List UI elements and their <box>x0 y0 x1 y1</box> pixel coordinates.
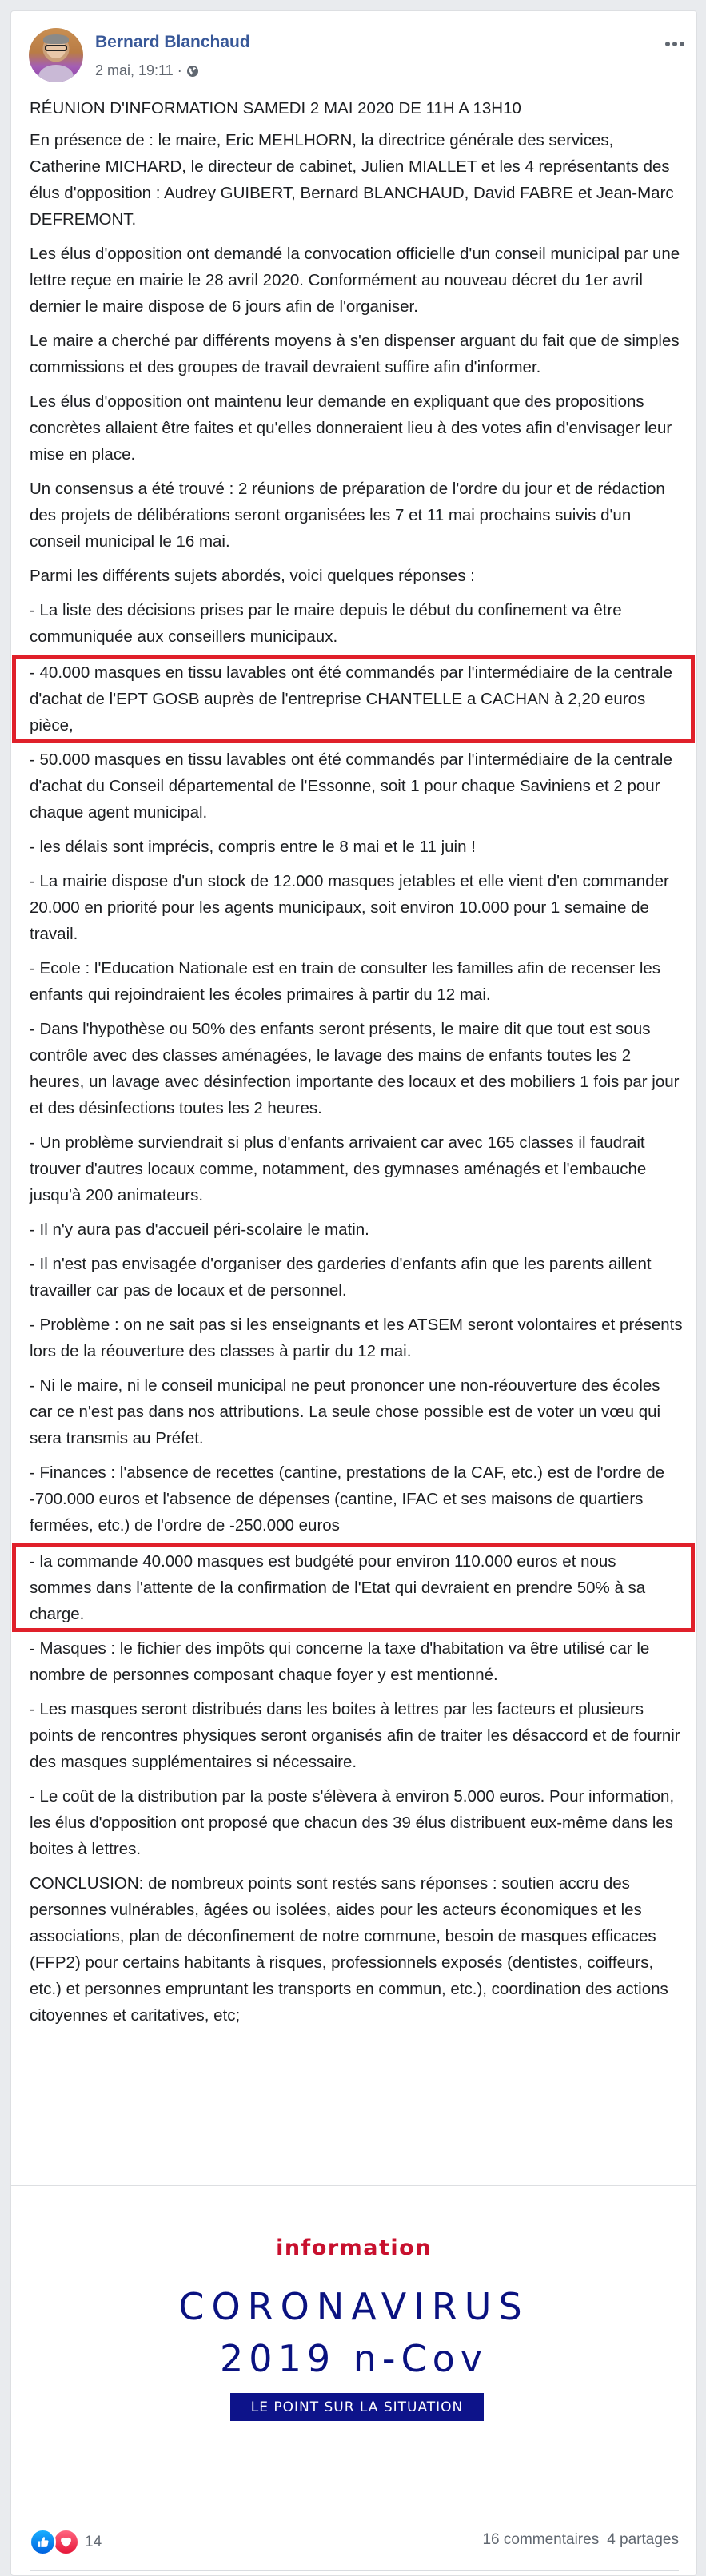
avatar-glasses <box>45 45 67 51</box>
post-paragraph: - Problème : on ne sait pas si les enseignants et les ATSEM seront volontaires et présents lors de la réouverture des classes à partir du 12 mai. <box>30 1316 683 1360</box>
post-paragraph: CONCLUSION: de nombreux points sont restés sans réponses : soutien accru des personnes vulnérables, âgées ou isolées, aides pour les acteurs économiques et les associations, plan de déconfinement de notre commune, besoin de masques efficaces (FFP2) pour certains habitants à risques, professionnels exposés (dentistes, coiffeurs, etc.) et personnes empruntant les transports en commun, etc.), coordination des actions citoyennes et caritatives, etc; <box>30 1874 668 2025</box>
highlighted-paragraph-masks-order: - 40.000 masques en tissu lavables ont été commandés par l'intermédiaire de la centrale d'achat de l'EPT GOSB auprès de l'entreprise CHANTELLE a CACHAN à 2,20 euros pièce, <box>12 655 695 743</box>
reactions-summary[interactable] <box>30 2529 102 2555</box>
post-paragraph: - Les masques seront distribués dans les boites à lettres par les facteurs et plusieurs points de rencontres physiques seront organisés afin de traiter les désaccord et de fournir des masques supplémentaires si nécessaire. <box>30 1700 680 1771</box>
post-paragraph: Un consensus a été trouvé : 2 réunions de préparation de l'ordre du jour et de rédaction des projets de délibérations seront organisées les 7 et 11 mai prochains suivis d'un conseil municipal le 16 mai. <box>30 480 665 551</box>
post-paragraph: - les délais sont imprécis, compris entre le 8 mai et le 11 juin ! <box>30 838 476 856</box>
post-body <box>30 95 684 2037</box>
post-paragraph: - Il n'est pas envisagée d'organiser des garderies d'enfants afin que les parents aillent travailler car pas de locaux et de personnel. <box>30 1255 652 1300</box>
like-icon <box>30 2529 56 2555</box>
shares-count-link[interactable]: 4 partages <box>607 2531 679 2548</box>
post-paragraph: - Masques : le fichier des impôts qui concerne la taxe d'habitation va être utilisé car le nombre de personnes composant chaque foyer y est mentionné. <box>30 1639 650 1684</box>
reaction-count: 14 <box>85 2533 102 2550</box>
post-paragraph: - Ecole : l'Education Nationale est en train de consulter les familles afin de recenser les enfants qui rejoindraient les écoles primaires à partir du 12 mai. <box>30 959 661 1004</box>
image-kicker: information <box>276 2236 432 2260</box>
post-paragraph: - La mairie dispose d'un stock de 12.000 masques jetables et elle vient d'en commander 20.000 en priorité pour les agents municipaux, soit environ 10.000 pour 1 semaine de travail. <box>30 872 669 943</box>
more-dot <box>680 42 684 46</box>
post-paragraph: - La liste des décisions prises par le maire depuis le début du confinement va être communiquée aux conseillers municipaux. <box>30 601 622 646</box>
footer-divider <box>30 2570 679 2571</box>
post-paragraph: Parmi les différents sujets abordés, voici quelques réponses : <box>30 567 475 585</box>
post-paragraph: - Ni le maire, ni le conseil municipal ne peut prononcer une non-réouverture des écoles car ce n'est pas dans nos attributions. La seule chose possible est de voter un vœu qui sera transmis au Préfet. <box>30 1376 661 1447</box>
post-paragraph: - Dans l'hypothèse ou 50% des enfants seront présents, le maire dit que tout est sous contrôle avec des classes aménagées, le lavage des mains de enfants toutes les 2 heures, un lavage avec désinfection importante des locaux et des mobiliers 1 fois par jour et des désinfections toutes les 2 heures. <box>30 1020 680 1117</box>
post-image-coronavirus[interactable] <box>11 2185 696 2506</box>
post-card <box>10 10 697 2576</box>
post-paragraph: - Un problème surviendrait si plus d'enfants arrivaient car avec 165 classes il faudrait trouver d'autres locaux comme, notamment, des gymnases aménagés et l'embauche jusqu'à 200 animateurs. <box>30 1133 647 1204</box>
image-badge: LE POINT SUR LA SITUATION <box>230 2393 484 2421</box>
love-icon <box>53 2529 79 2555</box>
author-name-link[interactable]: Bernard Blanchaud <box>95 33 250 51</box>
post-paragraph: Les élus d'opposition ont maintenu leur demande en expliquant que des propositions concrètes allaient être faites et qu'elles donneraient lieu à des votes afin d'envisager leur mise en place. <box>30 392 672 464</box>
more-dot <box>672 42 677 46</box>
avatar-shirt <box>38 65 74 82</box>
post-meta <box>95 62 199 79</box>
image-headline-line2: 2019 n-Cov <box>220 2337 488 2380</box>
globe-icon[interactable] <box>186 65 199 78</box>
post-paragraph: - Il n'y aura pas d'accueil péri-scolaire le matin. <box>30 1220 369 1239</box>
post-header <box>29 28 684 84</box>
author-avatar[interactable] <box>29 28 83 82</box>
post-stats <box>482 2531 679 2549</box>
post-paragraph: - 50.000 masques en tissu lavables ont été commandés par l'intermédiaire de la centrale d'achat du Conseil départemental de l'Essonne, soit 1 pour chaque Saviniens et 2 pour chaque agent municipal. <box>30 751 672 822</box>
post-paragraph: En présence de : le maire, Eric MEHLHORN, la directrice générale des services, Catherine MICHARD, le directeur de cabinet, Julien MIALLET et les 4 représentants des élus d'opposition : Audrey GUIBERT, Bernard BLANCHAUD, David FABRE et Jean-Marc DEFREMONT. <box>30 131 674 229</box>
comments-count-link[interactable]: 16 commentaires <box>482 2531 600 2548</box>
post-paragraph: Le maire a cherché par différents moyens à s'en dispenser arguant du fait que de simples commissions et des groupes de travail devraient suffire afin d'informer. <box>30 332 680 376</box>
post-timestamp[interactable]: 2 mai, 19:11 <box>95 62 174 78</box>
post-paragraph: - Le coût de la distribution par la poste s'élèvera à environ 5.000 euros. Pour information, les élus d'opposition ont proposé que chacun des 39 élus distribuent eux-même dans les boites à lettres. <box>30 1787 675 1858</box>
post-paragraph: Les élus d'opposition ont demandé la convocation officielle d'un conseil municipal par une lettre reçue en mairie le 28 avril 2020. Conformément au nouveau décret du 1er avril dernier le maire dispose de 6 jours afin de l'organiser. <box>30 245 680 316</box>
highlighted-paragraph-masks-budget: - la commande 40.000 masques est budgété pour environ 110.000 euros et nous sommes dans l'attente de la confirmation de l'Etat qui devraient en prendre 50% à sa charge. <box>12 1543 695 1632</box>
meta-separator: · <box>177 62 182 78</box>
post-paragraph: - Finances : l'absence de recettes (cantine, prestations de la CAF, etc.) est de l'ordre de -700.000 euros et l'absence de dépenses (cantine, IFAC et ses maisons de quartiers fermées, etc.) de l'ordre de -250.000 euros <box>30 1463 665 1535</box>
more-dot <box>665 42 670 46</box>
avatar-hair <box>43 34 69 44</box>
more-options-button[interactable] <box>659 34 691 54</box>
engagement-bar <box>30 2517 679 2562</box>
post-paragraph-title: RÉUNION D'INFORMATION SAMEDI 2 MAI 2020 DE 11H A 13H10 <box>30 99 521 117</box>
image-headline-line1: CORONAVIRUS <box>178 2285 529 2328</box>
